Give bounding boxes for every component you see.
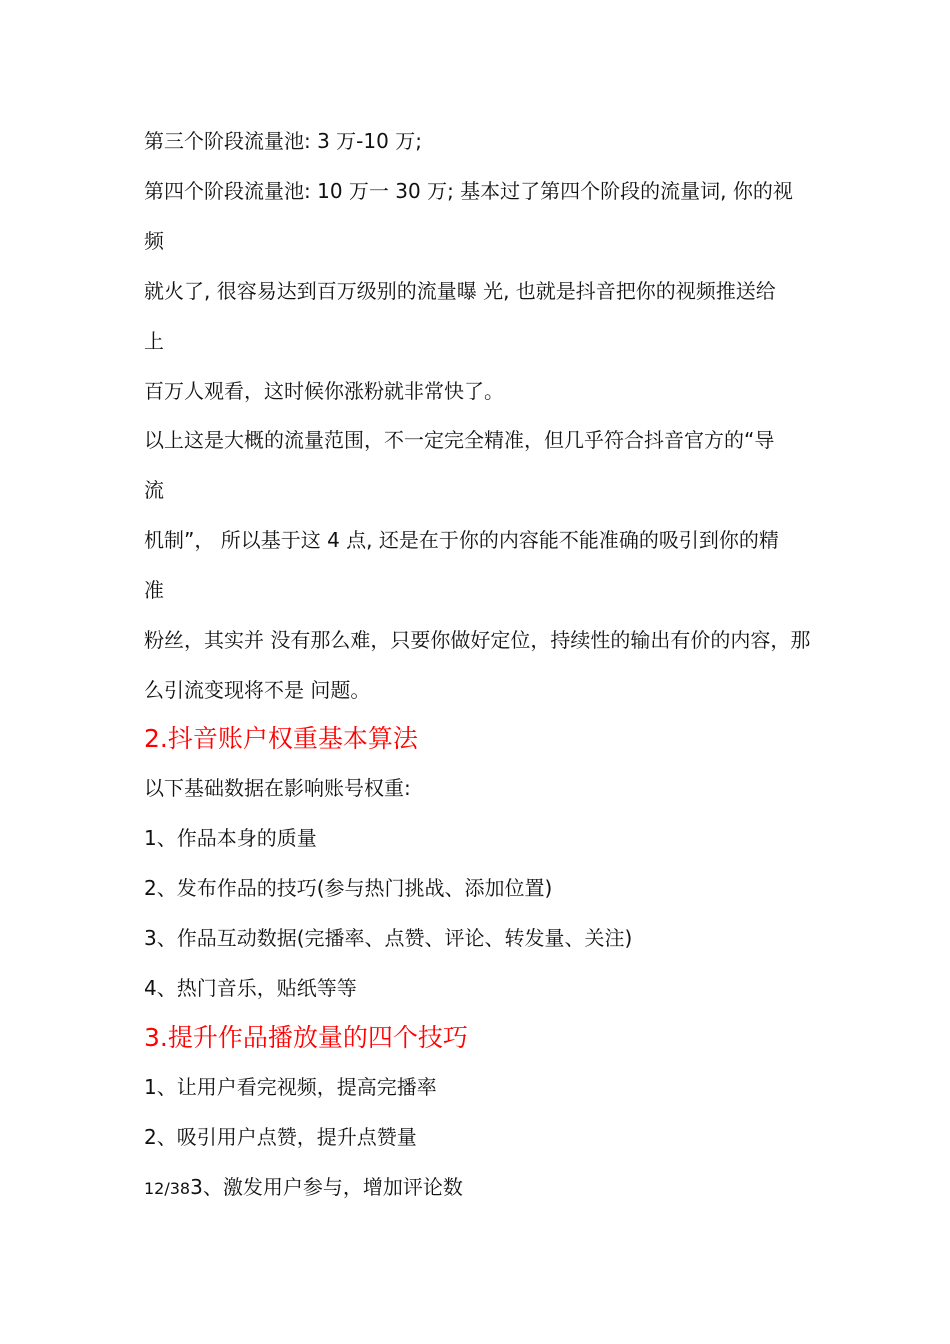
page-number: 12/38 xyxy=(144,1179,191,1198)
list-item: 4、热门音乐，贴纸等等 xyxy=(144,976,357,1000)
paragraph-line: 流 xyxy=(144,478,164,502)
list-item: 2、吸引用户点赞，提升点赞量 xyxy=(144,1125,417,1149)
section-heading-account-weight: 2.抖音账户权重基本算法 xyxy=(144,724,418,753)
list-item: 2、发布作品的技巧(参与热门挑战、添加位置) xyxy=(144,876,553,900)
last-line-with-page-number xyxy=(144,1173,844,1203)
paragraph-line: 百万人观看，这时候你涨粉就非常快了。 xyxy=(144,379,504,403)
section-heading-play-count-tips: 3.提升作品播放量的四个技巧 xyxy=(144,1023,468,1052)
paragraph-line: 么引流变现将不是 问题。 xyxy=(144,678,371,702)
paragraph-line: 第四个阶段流量池: 10 万一 30 万; 基本过了第四个阶段的流量词, 你的视 xyxy=(144,179,793,203)
paragraph-line: 第三个阶段流量池: 3 万-10 万; xyxy=(144,129,422,153)
paragraph-line: 以上这是大概的流量范围，不一定完全精准，但几乎符合抖音官方的“导 xyxy=(144,428,775,452)
paragraph-line: 上 xyxy=(144,329,164,353)
section-intro: 以下基础数据在影响账号权重: xyxy=(144,776,411,800)
list-item: 1、作品本身的质量 xyxy=(144,826,317,850)
list-item: 3、激发用户参与，增加评论数 xyxy=(190,1175,463,1199)
paragraph-line: 就火了, 很容易达到百万级别的流量曝 光, 也就是抖音把你的视频推送给 xyxy=(144,279,776,303)
list-item: 1、让用户看完视频，提高完播率 xyxy=(144,1075,437,1099)
paragraph-line: 频 xyxy=(144,229,164,253)
paragraph-line: 粉丝，其实并 没有那么难，只要你做好定位，持续性的输出有价的内容，那 xyxy=(144,628,811,652)
list-item: 3、作品互动数据(完播率、点赞、评论、转发量、关注) xyxy=(144,926,633,950)
paragraph-line: 机制”， 所以基于这 4 点, 还是在于你的内容能不能准确的吸引到你的精 xyxy=(144,528,779,552)
paragraph-line: 准 xyxy=(144,578,164,602)
